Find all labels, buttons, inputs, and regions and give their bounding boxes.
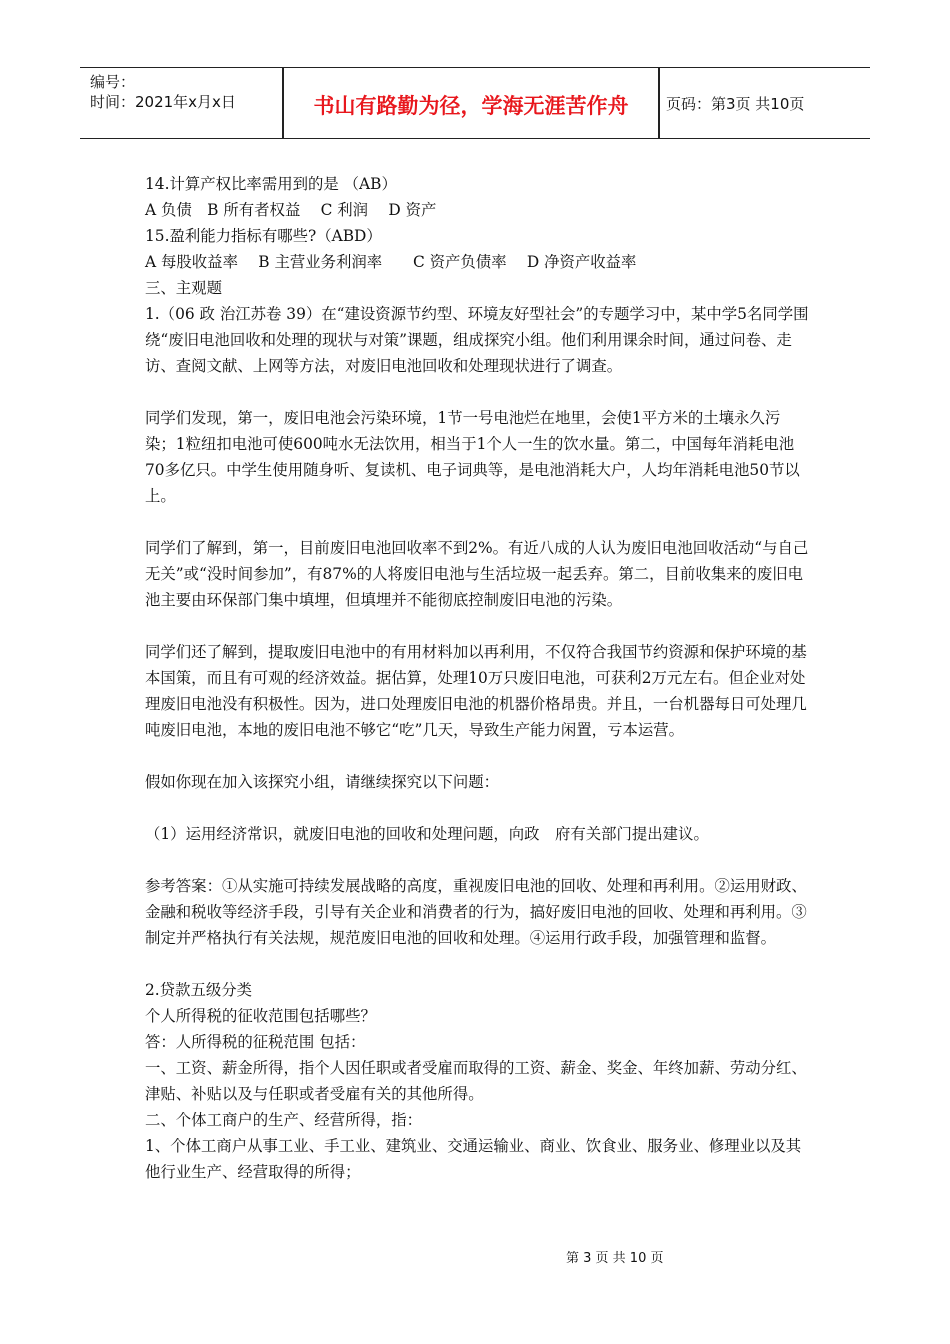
paragraph-findings: 同学们发现，第一，废旧电池会污染环境，1节一号电池烂在地里，会使1平方米的土壤永久污染；1粒纽扣电池可使600吨水无法饮用，相当于1个人一生的饮水量。第二，中国每年消耗电池70多亿只。中学生使用随身听、复读机、电子词典等，是电池消耗大户，人均年消耗电池50节以上。 xyxy=(145,409,800,505)
document-body xyxy=(145,171,810,1185)
paragraph-question-1: （1）运用经济常识，就废旧电池的回收和处理问题，向政 府有关部门提出建议。 xyxy=(145,825,709,843)
header-meta xyxy=(90,72,236,112)
paragraph-recycling: 同学们还了解到，提取废旧电池中的有用材料加以再利用，不仅符合我国节约资源和保护环境的基本国策，而且有可观的经济效益。据估算，处理10万只废旧电池，可获利2万元左右。但企业对处理废旧电池没有积极性。因为，进口处理废旧电池的机器价格昂贵。并且，一台机器每日可处理几吨废旧电池，本地的废旧电池不够它“吃”几天，导致生产能力闲置，亏本运营。 xyxy=(145,643,807,739)
header-motto: 书山有路勤为径，学海无涯苦作舟 xyxy=(313,94,629,118)
paragraph-tax-question: 个人所得税的征收范围包括哪些？ xyxy=(145,1007,376,1025)
page-footer: 第 3 页 共 10 页 xyxy=(566,1251,664,1266)
question-15-options: A 每股收益率 B 主营业务利润率 C 资产负债率 D 净资产收益率 xyxy=(145,253,637,271)
paragraph-loan-classification: 2.贷款五级分类 xyxy=(145,981,253,999)
paragraph-tax-item-2-1: 1、个体工商户从事工业、手工业、建筑业、交通运输业、商业、饮食业、服务业、修理业以及其他行业生产、经营取得的所得； xyxy=(145,1137,802,1181)
time-label: 时间：2021年x月x日 xyxy=(90,93,236,111)
number-label: 编号： xyxy=(90,73,136,91)
spacer xyxy=(145,743,810,769)
paragraph-tax-item-2: 二、个体工商户的生产、经营所得，指： xyxy=(145,1111,423,1129)
question-14: 14.计算产权比率需用到的是 （AB） xyxy=(145,175,397,193)
spacer xyxy=(145,379,810,405)
spacer xyxy=(145,847,810,873)
document-header xyxy=(80,67,870,139)
spacer xyxy=(145,951,810,977)
header-page-info: 页码：第3页 共10页 xyxy=(666,95,805,113)
header-divider-right xyxy=(658,68,660,138)
question-15: 15.盈利能力指标有哪些?（ABD） xyxy=(145,227,382,245)
paragraph-tax-answer: 答：人所得税的征税范围 包括： xyxy=(145,1033,366,1051)
spacer xyxy=(145,613,810,639)
spacer xyxy=(145,509,810,535)
paragraph-tax-item-1: 一、工资、薪金所得，指个人因任职或者受雇而取得的工资、薪金、奖金、年终加薪、劳动分红、津贴、补贴以及与任职或者受雇有关的其他所得。 xyxy=(145,1059,807,1103)
question-14-options: A 负债 B 所有者权益 C 利润 D 资产 xyxy=(145,201,437,219)
section-heading: 三、主观题 xyxy=(145,279,222,297)
paragraph-answer: 参考答案：①从实施可持续发展战略的高度，重视废旧电池的回收、处理和再利用。②运用财政、金融和税收等经济手段，引导有关企业和消费者的行为，搞好废旧电池的回收、处理和再利用。③制定并严格执行有关法规，规范废旧电池的回收和处理。④运用行政手段，加强管理和监督。 xyxy=(145,877,807,947)
paragraph-intro: 1.（06 政 治江苏卷 39）在“建设资源节约型、环境友好型社会”的专题学习中，某中学5名同学围绕“废旧电池回收和处理的现状与对策”课题，组成探究小组。他们利用课余时间，通过问卷、走访、查阅文献、上网等方法，对废旧电池回收和处理现状进行了调查。 xyxy=(145,305,809,375)
paragraph-learned: 同学们了解到，第一，目前废旧电池回收率不到2%。有近八成的人认为废旧电池回收活动“与自己无关”或“没时间参加”，有87%的人将废旧电池与生活垃圾一起丢弃。第二，目前收集来的废旧电池主要由环保部门集中填埋，但填埋并不能彻底控制废旧电池的污染。 xyxy=(145,539,809,609)
paragraph-task: 假如你现在加入该探究小组，请继续探究以下问题： xyxy=(145,773,499,791)
spacer xyxy=(145,795,810,821)
